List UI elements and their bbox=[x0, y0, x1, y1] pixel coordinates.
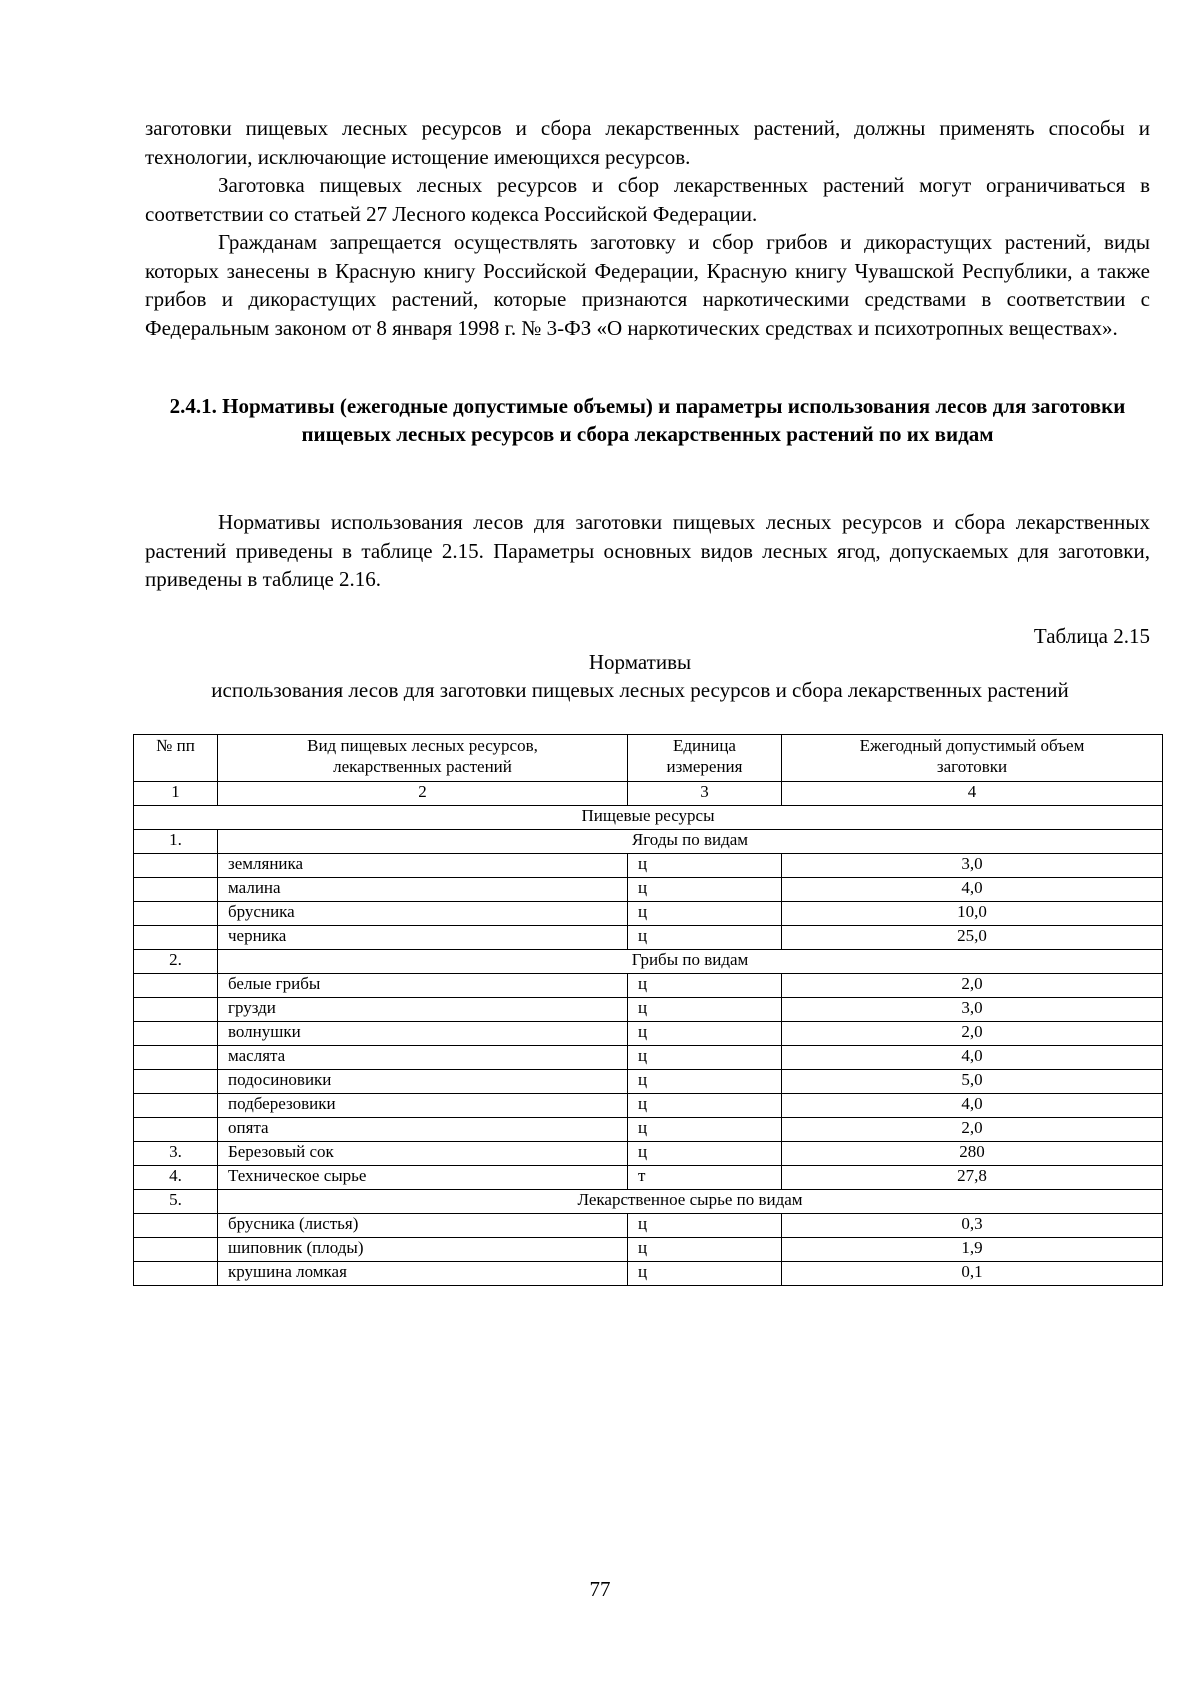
resource-name: волнушки bbox=[218, 1022, 628, 1046]
body-text-intro bbox=[145, 508, 1150, 594]
table-row bbox=[134, 878, 1163, 902]
resource-name: опята bbox=[218, 1118, 628, 1142]
resource-name: маслята bbox=[218, 1046, 628, 1070]
table-row bbox=[134, 1214, 1163, 1238]
annual-volume: 5,0 bbox=[782, 1070, 1163, 1094]
annual-volume: 4,0 bbox=[782, 1046, 1163, 1070]
group-title: Ягоды по видам bbox=[218, 830, 1163, 854]
annual-volume: 4,0 bbox=[782, 878, 1163, 902]
unit: ц bbox=[628, 1238, 782, 1262]
paragraph-continuation: заготовки пищевых лесных ресурсов и сбора лекарственных растений, должны применять способы и технологии, исключающие истощение имеющихся ресурсов. bbox=[145, 116, 1150, 169]
row-number bbox=[134, 1070, 218, 1094]
page-number: 77 bbox=[589, 1577, 611, 1601]
paragraph-intro: Нормативы использования лесов для заготовки пищевых лесных ресурсов и сбора лекарственных растений приведены в таблице 2.15. Параметры основных видов лесных ягод, допускаемых для заготовки, приведены в таблице 2.16. bbox=[145, 510, 1150, 591]
table-row bbox=[134, 854, 1163, 878]
group-row bbox=[134, 830, 1163, 854]
row-number bbox=[134, 878, 218, 902]
table-row bbox=[134, 1022, 1163, 1046]
table-row bbox=[134, 902, 1163, 926]
resource-name: земляника bbox=[218, 854, 628, 878]
table-caption-subtitle: использования лесов для заготовки пищевых лесных ресурсов и сбора лекарственных растений bbox=[211, 678, 1069, 702]
annual-volume: 25,0 bbox=[782, 926, 1163, 950]
paragraph-prohibitions: Гражданам запрещается осуществлять заготовку и сбор грибов и дикорастущих растений, виды которых занесены в Красную книгу Российской Федерации, Красную книгу Чувашской Республики, а также грибов и дикорастущих растений, которые признаются наркотическими средствами в соответствии с Федеральным законом от 8 января 1998 г. № 3-ФЗ «О наркотических средствах и психотропных веществах». bbox=[145, 230, 1150, 340]
table-row bbox=[134, 1118, 1163, 1142]
annual-volume: 10,0 bbox=[782, 902, 1163, 926]
row-number bbox=[134, 1094, 218, 1118]
table-row bbox=[134, 926, 1163, 950]
table-row bbox=[134, 1070, 1163, 1094]
resource-name: подберезовики bbox=[218, 1094, 628, 1118]
unit: ц bbox=[628, 974, 782, 998]
row-number: 3. bbox=[134, 1142, 218, 1166]
annual-volume: 2,0 bbox=[782, 1022, 1163, 1046]
row-number bbox=[134, 926, 218, 950]
row-number bbox=[134, 1214, 218, 1238]
annual-volume: 2,0 bbox=[782, 1118, 1163, 1142]
table-row bbox=[134, 1142, 1163, 1166]
annual-volume: 3,0 bbox=[782, 854, 1163, 878]
annual-volume: 4,0 bbox=[782, 1094, 1163, 1118]
table-row bbox=[134, 1094, 1163, 1118]
row-number: 5. bbox=[134, 1190, 218, 1214]
section-row-food bbox=[134, 806, 1163, 830]
unit: ц bbox=[628, 854, 782, 878]
resource-name: шиповник (плоды) bbox=[218, 1238, 628, 1262]
column-number: 2 bbox=[218, 782, 628, 806]
column-number-row bbox=[134, 782, 1163, 806]
resource-name: Техническое сырье bbox=[218, 1166, 628, 1190]
row-number bbox=[134, 1046, 218, 1070]
resource-name: брусника (листья) bbox=[218, 1214, 628, 1238]
annual-volume: 280 bbox=[782, 1142, 1163, 1166]
header-volume-line2: заготовки bbox=[936, 757, 1008, 776]
annual-volume: 27,8 bbox=[782, 1166, 1163, 1190]
resource-name: черника bbox=[218, 926, 628, 950]
annual-volume: 0,1 bbox=[782, 1262, 1163, 1286]
table-row bbox=[134, 1046, 1163, 1070]
header-volume bbox=[782, 735, 1163, 782]
group-row bbox=[134, 950, 1163, 974]
table-row bbox=[134, 1262, 1163, 1286]
row-number bbox=[134, 974, 218, 998]
table-row bbox=[134, 1166, 1163, 1190]
row-number: 2. bbox=[134, 950, 218, 974]
unit: ц bbox=[628, 902, 782, 926]
row-number bbox=[134, 1262, 218, 1286]
resource-name: подосиновики bbox=[218, 1070, 628, 1094]
column-number: 3 bbox=[628, 782, 782, 806]
row-number bbox=[134, 902, 218, 926]
norms-table bbox=[133, 734, 1163, 1286]
section-heading: 2.4.1. Нормативы (ежегодные допустимые объемы) и параметры использования лесов для заготовки пищевых лесных ресурсов и сбора лекарственных растений по их видам bbox=[169, 394, 1126, 446]
unit: ц bbox=[628, 1046, 782, 1070]
row-number bbox=[134, 1118, 218, 1142]
table-header-row bbox=[134, 735, 1163, 782]
resource-name: крушина ломкая bbox=[218, 1262, 628, 1286]
row-number bbox=[134, 854, 218, 878]
table-caption bbox=[130, 648, 1150, 704]
body-text-top bbox=[145, 114, 1150, 342]
annual-volume: 0,3 bbox=[782, 1214, 1163, 1238]
resource-name: малина bbox=[218, 878, 628, 902]
resource-name: Березовый сок bbox=[218, 1142, 628, 1166]
header-kind-line2: лекарственных растений bbox=[333, 757, 512, 776]
row-number bbox=[134, 998, 218, 1022]
unit: ц bbox=[628, 1262, 782, 1286]
group-row bbox=[134, 1190, 1163, 1214]
table-row bbox=[134, 998, 1163, 1022]
header-kind bbox=[218, 735, 628, 782]
header-num: № пп bbox=[134, 735, 218, 782]
unit: ц bbox=[628, 1118, 782, 1142]
table-row bbox=[134, 974, 1163, 998]
column-number: 4 bbox=[782, 782, 1163, 806]
section-food-title: Пищевые ресурсы bbox=[134, 806, 1163, 830]
header-unit-line1: Единица bbox=[673, 736, 736, 755]
unit: ц bbox=[628, 926, 782, 950]
resource-name: брусника bbox=[218, 902, 628, 926]
unit: ц bbox=[628, 1142, 782, 1166]
paragraph-restrictions: Заготовка пищевых лесных ресурсов и сбор лекарственных растений могут ограничиваться в соответствии со статьей 27 Лесного кодекса Российской Федерации. bbox=[145, 173, 1150, 226]
row-number: 1. bbox=[134, 830, 218, 854]
row-number bbox=[134, 1238, 218, 1262]
column-number: 1 bbox=[134, 782, 218, 806]
group-title: Лекарственное сырье по видам bbox=[218, 1190, 1163, 1214]
unit: ц bbox=[628, 1094, 782, 1118]
table-row bbox=[134, 1238, 1163, 1262]
header-volume-line1: Ежегодный допустимый объем bbox=[859, 736, 1085, 755]
unit: ц bbox=[628, 998, 782, 1022]
table-caption-title: Нормативы bbox=[588, 650, 692, 674]
group-title: Грибы по видам bbox=[218, 950, 1163, 974]
row-number bbox=[134, 1022, 218, 1046]
unit: ц bbox=[628, 1214, 782, 1238]
resource-name: грузди bbox=[218, 998, 628, 1022]
annual-volume: 2,0 bbox=[782, 974, 1163, 998]
annual-volume: 3,0 bbox=[782, 998, 1163, 1022]
table-label: Таблица 2.15 bbox=[1033, 624, 1150, 648]
resource-name: белые грибы bbox=[218, 974, 628, 998]
unit: ц bbox=[628, 1022, 782, 1046]
annual-volume: 1,9 bbox=[782, 1238, 1163, 1262]
header-unit bbox=[628, 735, 782, 782]
header-kind-line1: Вид пищевых лесных ресурсов, bbox=[307, 736, 538, 755]
header-unit-line2: измерения bbox=[666, 757, 743, 776]
unit: т bbox=[628, 1166, 782, 1190]
unit: ц bbox=[628, 878, 782, 902]
unit: ц bbox=[628, 1070, 782, 1094]
row-number: 4. bbox=[134, 1166, 218, 1190]
